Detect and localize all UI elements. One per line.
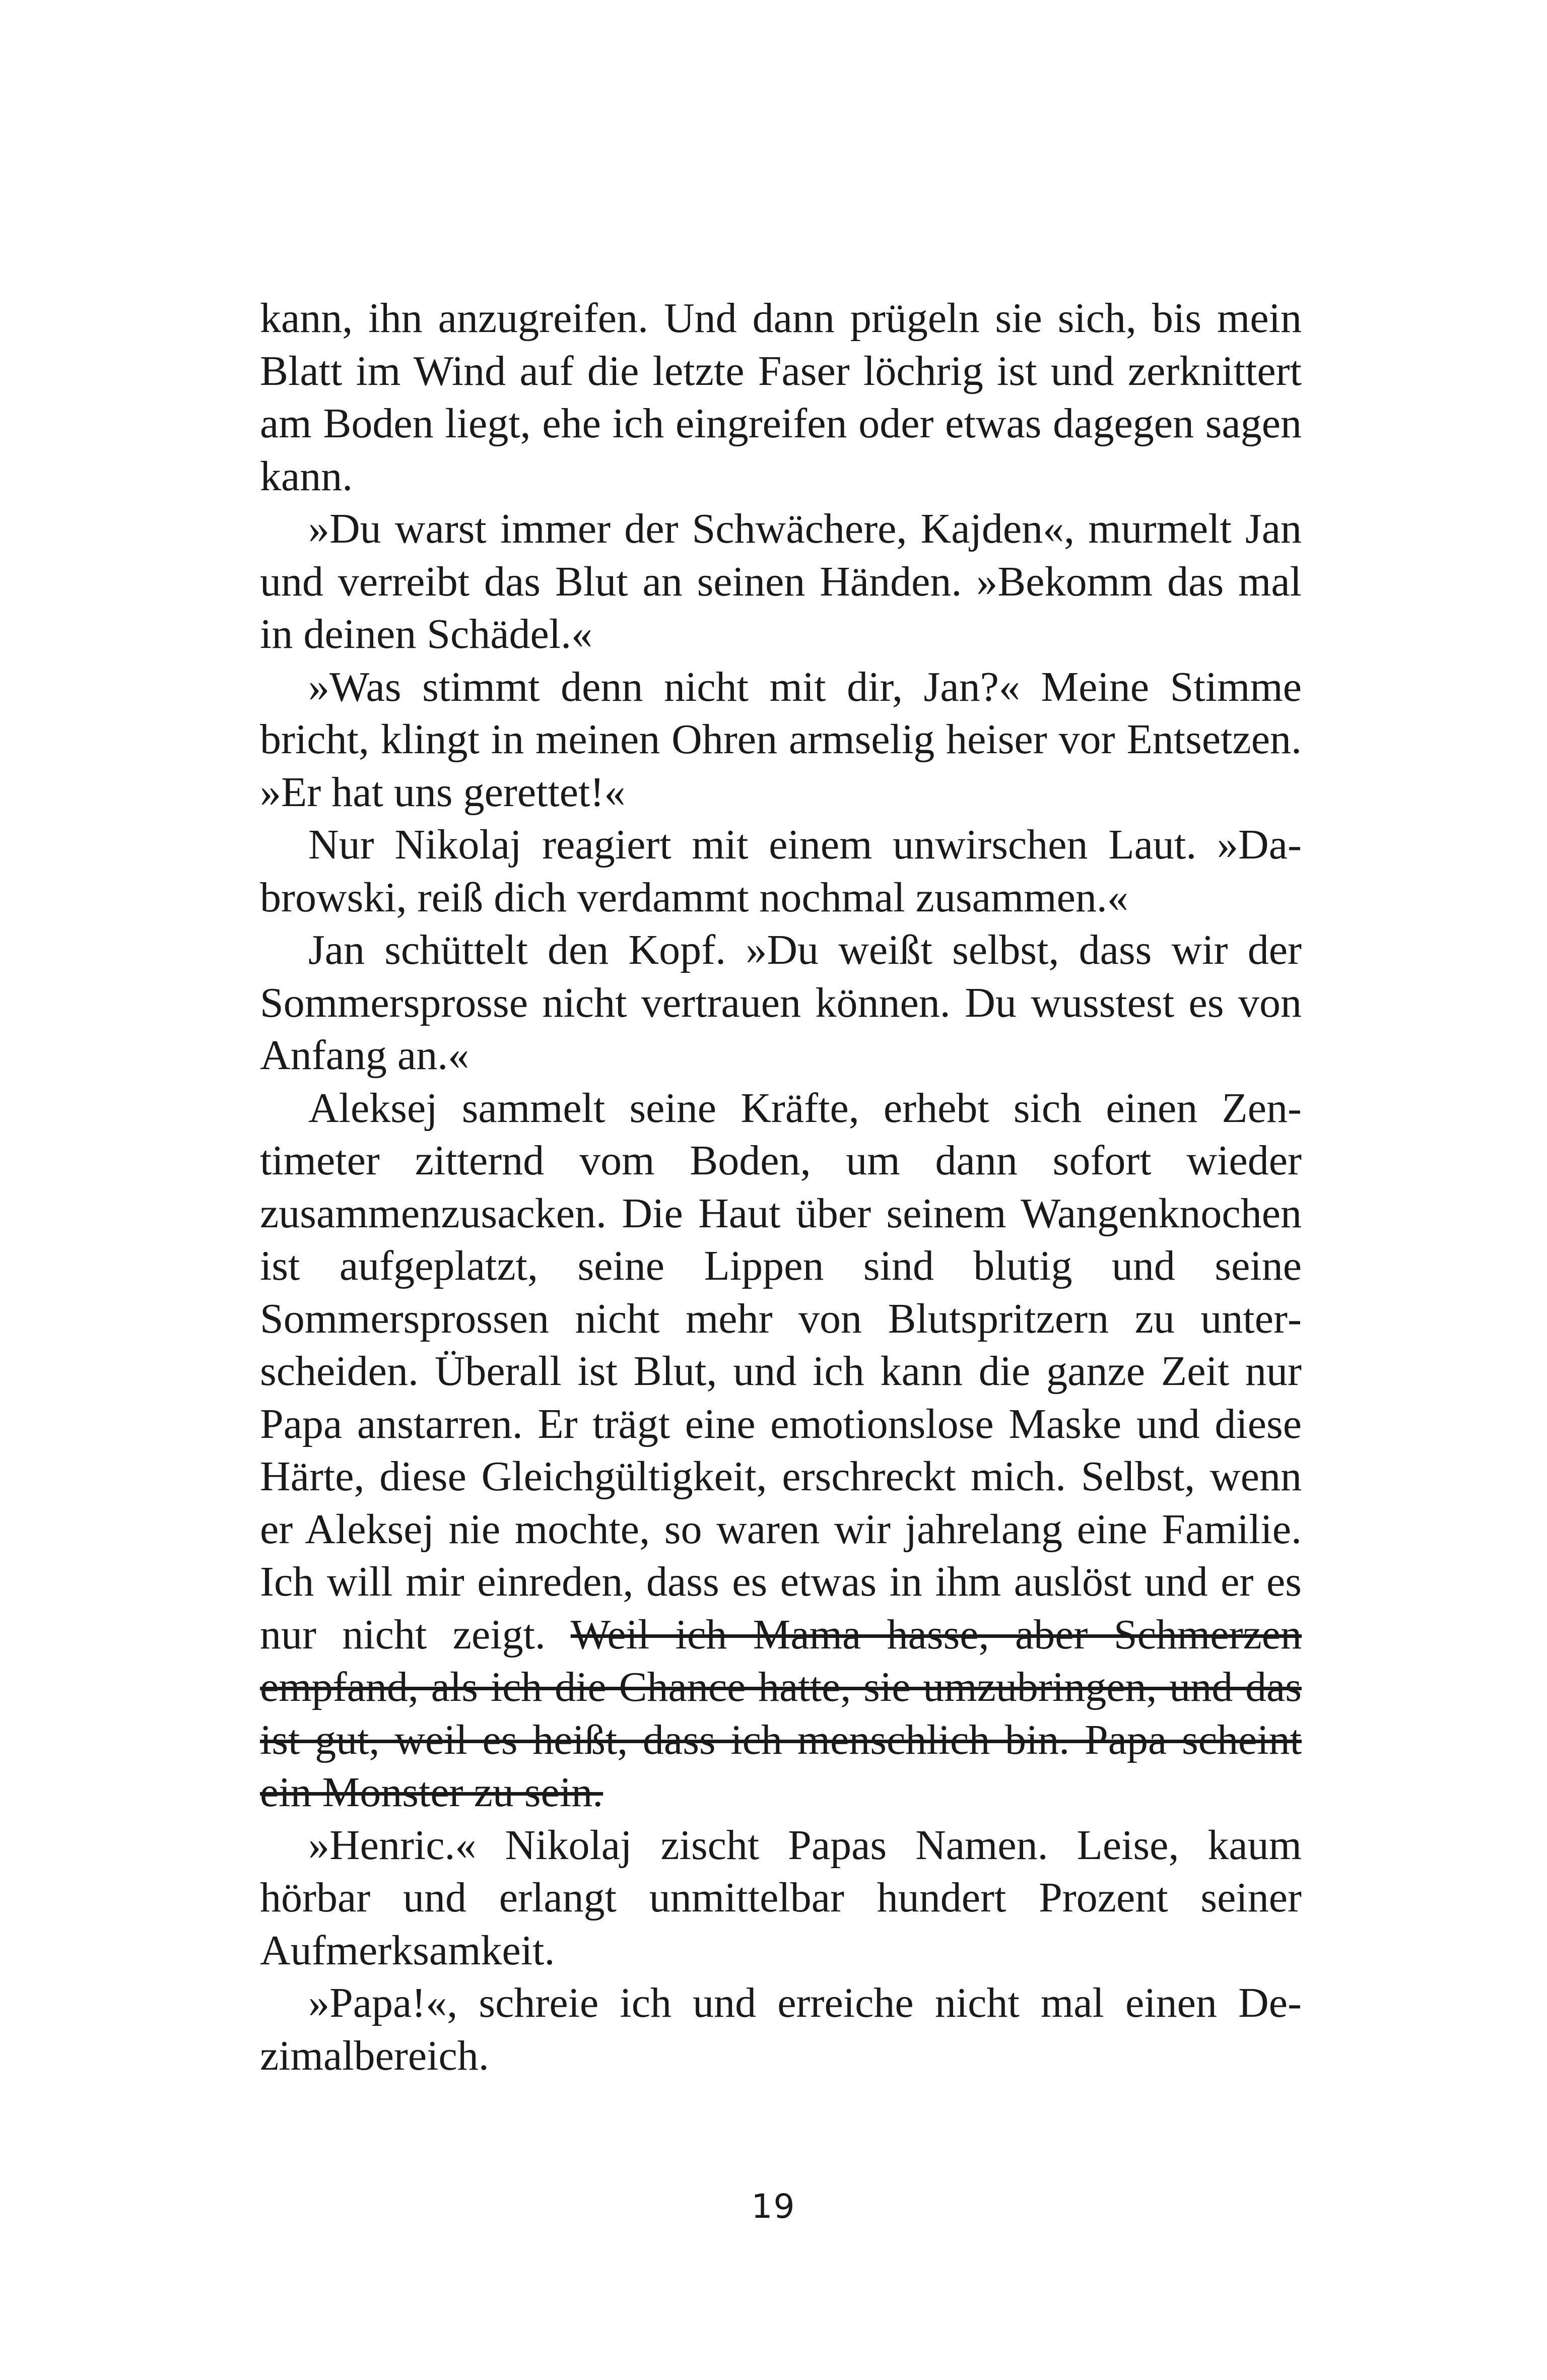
paragraph: Nur Nikolaj reagiert mit einem unwirschen Laut. »Dabrowski, reiß dich verdammt nochmal zusammen.«	[260, 821, 1302, 921]
paragraph: »Du warst immer der Schwächere, Kajden«, murmelt Jan und verreibt das Blut an seinen Händen. »Bekomm das mal in deinen Schädel.«	[260, 505, 1302, 657]
paragraph: »Henric.« Nikolaj zischt Papas Namen. Leise, kaum hörbar und erlangt unmittelbar hundert Prozent seiner Aufmerksamkeit.	[260, 1821, 1302, 1974]
paragraph: kann, ihn anzugreifen. Und dann prügeln sie sich, bis mein Blatt im Wind auf die letzte Faser löchrig ist und zerknittert am Boden liegt, ehe ich eingreifen oder etwas dagegen sagen kann.	[260, 295, 1302, 500]
struck-through-text: Weil ich Mama hasse, aber Schmerzen empfand, als ich die Chance hatte, sie umzubringen, und das ist gut, weil es heißt, dass ich menschlich bin. Papa scheint ein Monster zu sein.	[260, 1611, 1302, 1816]
body-text	[260, 292, 1302, 2082]
paragraph: Jan schüttelt den Kopf. »Du weißt selbst, dass wir der Sommersprosse nicht vertrauen können. Du wusstest es von Anfang an.«	[260, 927, 1302, 1079]
paragraph: »Papa!«, schreie ich und erreiche nicht mal einen Dezimalbereich.	[260, 1979, 1302, 2079]
paragraph: »Was stimmt denn nicht mit dir, Jan?« Meine Stimme bricht, klingt in meinen Ohren armselig heiser vor Entsetzen. »Er hat uns gerettet!«	[260, 663, 1302, 816]
page-number: 19	[751, 2187, 796, 2226]
paragraph: Aleksej sammelt seine Kräfte, erhebt sich einen Zentimeter zitternd vom Boden, um dann sofort wieder zusammenzusacken. Die Haut über seinem Wangenknochen ist aufgeplatzt, seine Lippen sind blutig und seine Sommersprossen nicht mehr von Blutspritzern zu unterscheiden. Überall ist Blut, und ich kann die ganze Zeit nur Papa anstarren. Er trägt eine emotionslose Maske und diese Härte, diese Gleichgültigkeit, erschreckt mich. Selbst, wenn er Aleksej nie mochte, so waren wir jahrelang eine Familie. Ich will mir einreden, dass es etwas in ihm auslöst und er es nur nicht zeigt. Weil ich Mama hasse, aber Schmerzen empfand, als ich die Chance hatte, sie umzubringen, und das ist gut, weil es heißt, dass ich menschlich bin. Papa scheint ein Monster zu sein.	[260, 1084, 1302, 1816]
